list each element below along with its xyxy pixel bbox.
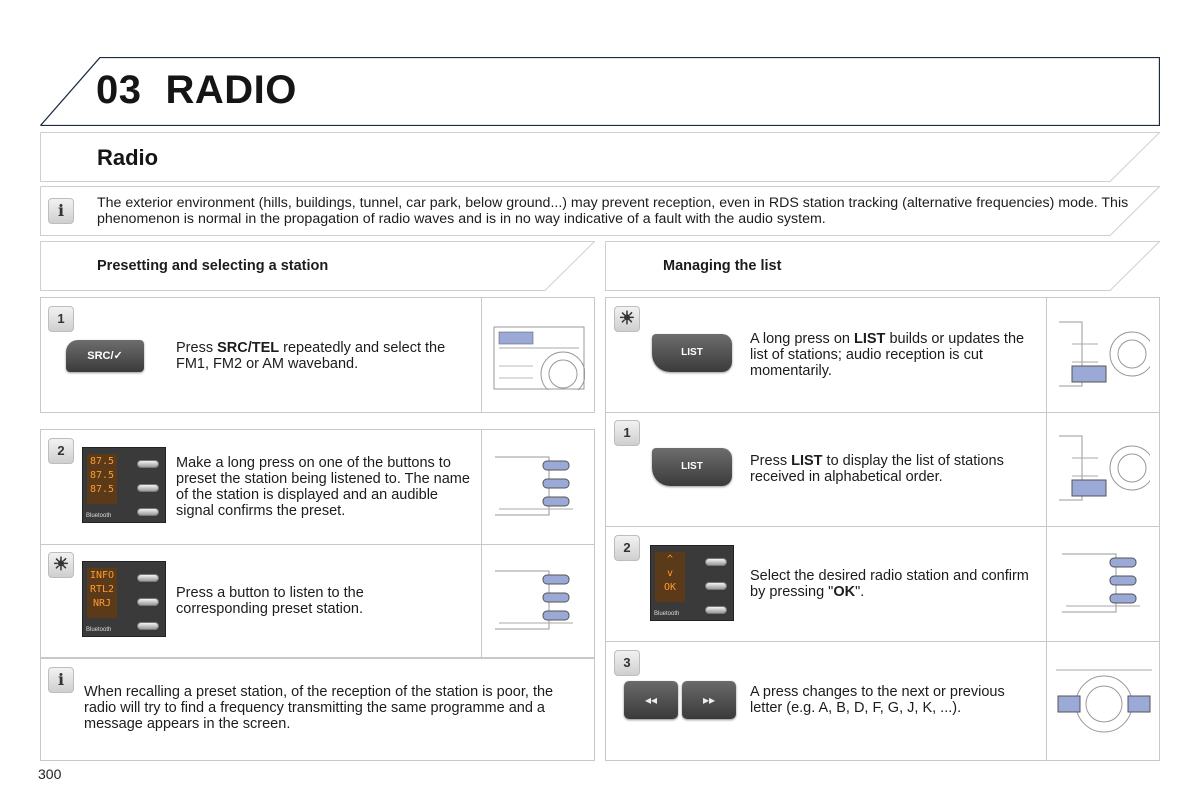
preset-buttons-illustration bbox=[493, 567, 579, 633]
station-screen-illustration: INFO RTL2 NRJ Bluetooth bbox=[82, 561, 166, 637]
section-banner bbox=[40, 132, 1160, 182]
list-button: LIST bbox=[652, 448, 732, 486]
preset-buttons-illustration bbox=[1060, 550, 1146, 616]
list-button: LIST bbox=[652, 334, 732, 372]
control-dial-illustration bbox=[1054, 660, 1154, 740]
left-column-title: Presetting and selecting a station bbox=[97, 258, 329, 274]
right-step1-text: Press LIST to display the list of stations received in alphabetical order. bbox=[750, 453, 1004, 485]
preset-screen-illustration: 87.5 87.5 87.5 Bluetooth bbox=[82, 447, 166, 523]
right-column-title: Managing the list bbox=[663, 258, 782, 274]
chapter-heading bbox=[96, 68, 297, 113]
preset-buttons-illustration bbox=[493, 453, 579, 519]
step-badge: 1 bbox=[48, 306, 74, 332]
list-panel-illustration bbox=[1058, 318, 1150, 390]
chapter-number: 03 bbox=[96, 68, 142, 112]
section-title: Radio bbox=[97, 145, 159, 170]
top-note-text: The exterior environment (hills, buildings, tunnel, car park, below ground...) may prevent reception, even in RDS station tracking (alternative frequencies) mode. This phenomenon is normal in the propagation of radio waves and is in no way indicative of a fault with the audio system. bbox=[97, 195, 1129, 227]
step-badge: 1 bbox=[614, 420, 640, 446]
info-icon: i bbox=[48, 667, 74, 693]
right-step2-text: Select the desired radio station and confirm by pressing "OK". bbox=[750, 568, 1029, 600]
left-step1-text: Press SRC/TEL repeatedly and select the FM1, FM2 or AM waveband. bbox=[176, 340, 446, 372]
left-step2-text: Make a long press on one of the buttons to preset the station being listened to. The name of the station is displayed and an audible signal confirms the preset. bbox=[176, 455, 470, 519]
src-tel-button: SRC/✓ bbox=[66, 340, 144, 372]
list-panel-illustration bbox=[1058, 432, 1150, 504]
radio-panel-illustration bbox=[493, 326, 585, 390]
left-note-text: When recalling a preset station, of the reception of the station is poor, the radio will try to find a frequency transmitting the same programme and a message appears in the screen. bbox=[84, 684, 554, 732]
sun-icon: ☀ bbox=[48, 552, 74, 578]
chapter-title: RADIO bbox=[165, 68, 297, 112]
ok-screen-illustration: ^ v OK Bluetooth bbox=[650, 545, 734, 621]
step-badge: 2 bbox=[48, 438, 74, 464]
step-badge: 3 bbox=[614, 650, 640, 676]
right-step0-text: A long press on LIST builds or updates the list of stations; audio reception is cut momentarily. bbox=[750, 331, 1025, 379]
info-icon: i bbox=[48, 198, 74, 224]
step-badge: 2 bbox=[614, 535, 640, 561]
right-step3-text: A press changes to the next or previous letter (e.g. A, B, D, F, G, J, K, ...). bbox=[750, 684, 1005, 716]
sun-icon: ☀ bbox=[614, 306, 640, 332]
seek-forward-button: ▸▸ bbox=[682, 681, 736, 719]
left-step3-text: Press a button to listen to the corresponding preset station. bbox=[176, 585, 364, 617]
seek-back-button: ◂◂ bbox=[624, 681, 678, 719]
page-number: 300 bbox=[38, 766, 62, 782]
